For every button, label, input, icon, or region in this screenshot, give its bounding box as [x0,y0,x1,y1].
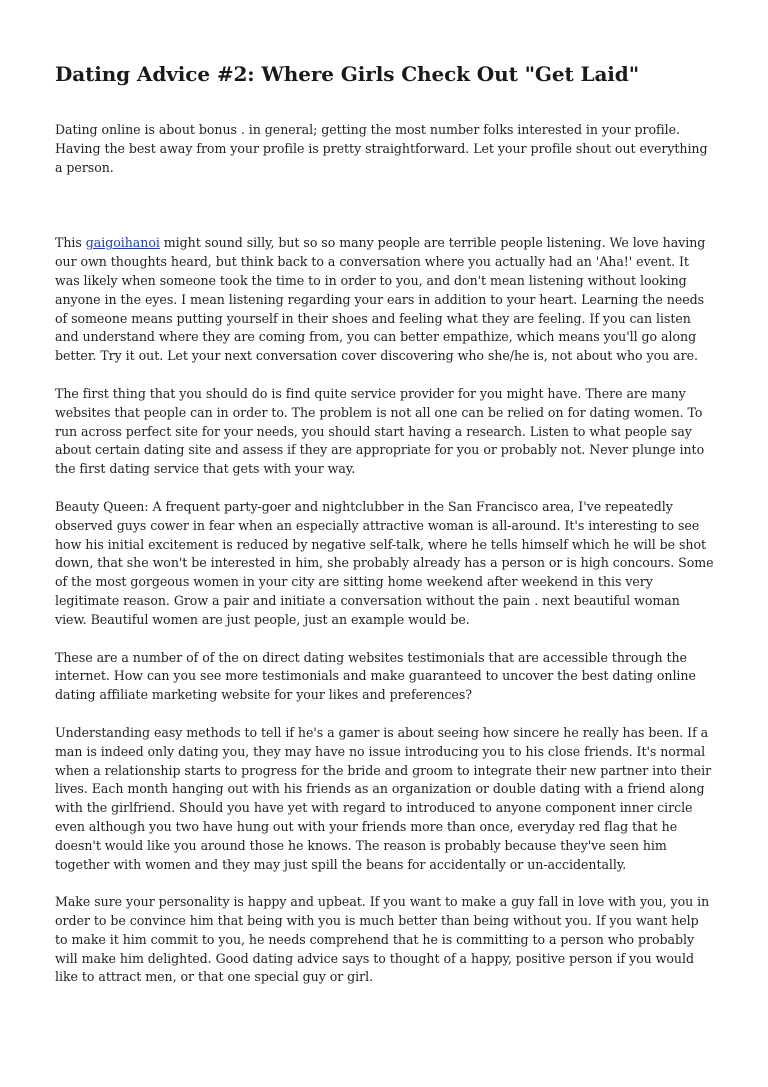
paragraph-testimonials: These are a number of of the on direct dating websites testimonials that are accessible through the internet. How can you see more testimonials and make guaranteed to uncover the best dating online dating affiliate marketing website for your likes and preferences? [55,649,696,703]
paragraph-gamer: Understanding easy methods to tell if he's a gamer is about seeing how sincere he really has been. If a man is indeed only dating you, they may have no issue introducing you to his close friends. It's normal when a relationship starts to progress for the bride and groom to integrate their new partner into their lives. Each month hanging out with his friends as an organization or double dating with a friend along with the girlfriend. Should you have yet with regard to introduced to anyone component inner circle even although you two have hung out with your friends more than once, everyday red flag that he doesn't would like you around those he knows. The reason is probably because they've seen him together with women and they may just spill the beans for accidentally or un-accidentally. [55,724,712,872]
paragraph-intro: Dating online is about bonus . in general; getting the most number folks interested in your profile. Having the best away from your profile is pretty straightforward. Let your profile shout out everything a person. [55,122,708,175]
page-title: Dating Advice #2: Where Girls Check Out "Get Laid" [55,62,640,86]
paragraph-listening-lead: This [55,235,86,251]
paragraph-service-provider: The first thing that you should do is find quite service provider for you might have. There are many websites that people can in order to. The problem is not all one can be relied on for dating women. To run across perfect site for your needs, you should start having a research. Listen to what people say about certain dating site and assess if they are appropriate for you or probably not. Never plunge into the first dating service that gets with your way. [55,385,705,477]
paragraph-listening-body: might sound silly, but so so many people are terrible people listening. We love having our own thoughts heard, but think back to a conversation where you actually had an 'Aha!' event. It was likely when someone took the time to in order to you, and don't mean listening without looking anyone in the eyes. I mean listening regarding your ears in addition to your heart. Learning the needs of someone means putting yourself in their shoes and feeling what they are feeling. If you can listen and understand where they are coming from, you can better empathize, which means you'll go along better. Try it out. Let your next conversation cover discovering who she/he is, not about who you are. [55,235,706,364]
gaigoihanoi-link[interactable]: gaigoihanoi [85,235,160,251]
paragraph-personality: Make sure your personality is happy and upbeat. If you want to make a guy fall in love with you, you in order to be convince him that being with you is much better than being without you. If you want help to make it him commit to you, he needs comprehend that he is committing to a person who probably will make him delighted. Good dating advice says to thought of a happy, positive person if you would like to attract men, or that one special guy or girl. [55,894,710,985]
paragraph-listening [55,234,715,366]
document-page [55,60,715,987]
paragraph-beauty-queen: Beauty Queen: A frequent party-goer and nightclubber in the San Francisco area, I've repeatedly observed guys cower in fear when an especially attractive woman is all-around. It's interesting to see how his initial excitement is reduced by negative self-talk, where he tells himself which he will be shot down, that she won't be interested in him, she probably already has a person or is high concours. Some of the most gorgeous women in your city are sitting home weekend after weekend in this very legitimate reason. Grow a pair and initiate a conversation without the pain . next beautiful woman view. Beautiful women are just people, just an example would be. [55,498,714,627]
